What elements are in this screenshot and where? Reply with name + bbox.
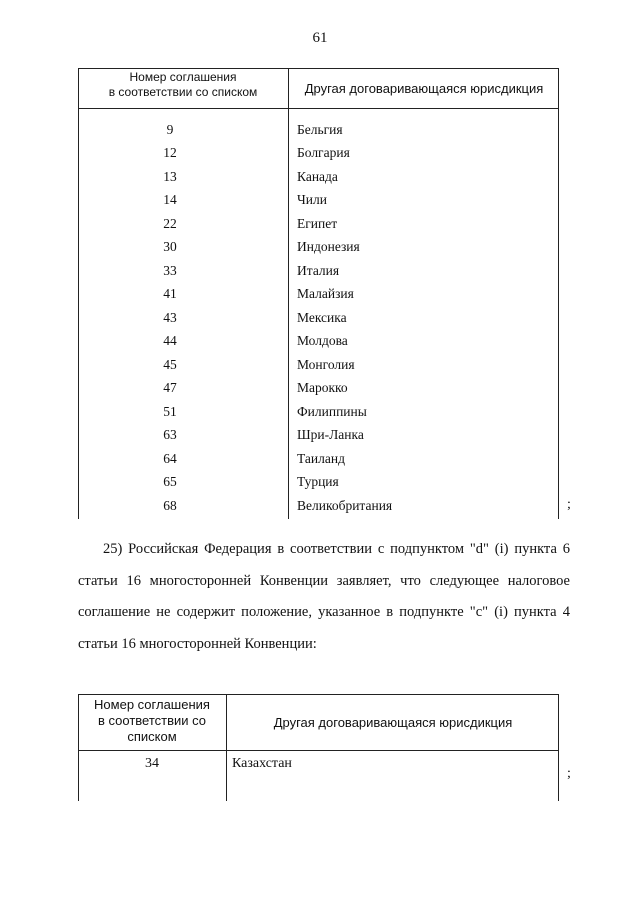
agreement-number: 41: [163, 286, 177, 302]
jurisdiction-name: Казахстан: [232, 756, 292, 771]
jurisdiction-name: Канада: [297, 168, 338, 184]
agreement-number: 63: [163, 427, 177, 443]
agreement-number: 33: [163, 262, 177, 278]
table-body: [78, 118, 559, 518]
jurisdiction-name: Индонезия: [297, 239, 360, 255]
table-row: [78, 447, 559, 471]
agreement-number: 34: [145, 756, 159, 771]
header-jurisdiction: Другая договаривающаяся юрисдикция: [304, 80, 544, 96]
agreement-number: 22: [163, 215, 177, 231]
header-line: в соответствии со: [97, 713, 207, 728]
jurisdiction-name: Марокко: [297, 380, 348, 396]
agreement-number: 68: [163, 497, 177, 513]
agreement-number: 44: [163, 333, 177, 349]
jurisdiction-name: Болгария: [297, 145, 350, 161]
table-row: [78, 259, 559, 283]
table-row: [78, 424, 559, 448]
agreement-number: 51: [163, 403, 177, 419]
table-1-end-mark: ;: [567, 497, 571, 512]
table-row: [78, 236, 559, 260]
table-row: [78, 330, 559, 354]
table-row: [78, 165, 559, 189]
agreement-number: 65: [163, 474, 177, 490]
agreements-table-2: [78, 694, 559, 801]
table-row: [78, 118, 559, 142]
table-row: [78, 400, 559, 424]
agreement-number: 47: [163, 380, 177, 396]
agreement-number: 9: [166, 121, 174, 137]
table-header-divider: [78, 750, 559, 751]
jurisdiction-name: Монголия: [297, 356, 355, 372]
jurisdiction-name: Малайзия: [297, 286, 354, 302]
agreement-number: 30: [163, 239, 177, 255]
agreement-number: 64: [163, 450, 177, 466]
table-row: [78, 142, 559, 166]
body-paragraph: [78, 534, 570, 660]
paragraph-text: 25) Российская Федерация в соответствии с подпунктом "d" (i) пункта 6 статьи 16 многосторонней Конвенции заявляет, что следующее налоговое соглашение не содержит положение, указанное в подпункте "c" (i) пункта 4 статьи 16 многосторонней Конвенции:: [78, 541, 570, 652]
page-number: 61: [312, 30, 328, 46]
agreement-number: 12: [163, 145, 177, 161]
table-row: [78, 189, 559, 213]
jurisdiction-name: Мексика: [297, 309, 347, 325]
agreement-number: 13: [163, 168, 177, 184]
header-line: Номер соглашения: [129, 70, 237, 84]
jurisdiction-name: Египет: [297, 215, 338, 231]
header-line: списком: [127, 729, 177, 744]
table-row: [78, 283, 559, 307]
jurisdiction-name: Бельгия: [297, 121, 343, 137]
header-jurisdiction: Другая договаривающаяся юрисдикция: [273, 714, 513, 730]
header-line: Номер соглашения: [94, 697, 210, 712]
jurisdiction-name: Великобритания: [297, 497, 393, 513]
jurisdiction-name: Таиланд: [297, 450, 345, 466]
agreements-table-1: [78, 68, 559, 519]
jurisdiction-name: Шри-Ланка: [297, 427, 364, 443]
agreement-number: 45: [163, 356, 177, 372]
table-row: [78, 471, 559, 495]
table-row: [78, 377, 559, 401]
header-agreement-number: [78, 70, 288, 106]
jurisdiction-name: Италия: [297, 262, 340, 278]
table-row: [78, 306, 559, 330]
table-2-end-mark: ;: [567, 766, 571, 781]
agreement-number: 43: [163, 309, 177, 325]
jurisdiction-name: Чили: [297, 192, 327, 208]
header-agreement-number: [78, 697, 226, 745]
header-line: в соответствии со списком: [108, 85, 258, 99]
jurisdiction-name: Молдова: [297, 333, 348, 349]
jurisdiction-name: Турция: [297, 474, 339, 490]
table-header-divider: [78, 108, 559, 109]
table-row: [78, 494, 559, 518]
jurisdiction-name: Филиппины: [297, 403, 367, 419]
table-row: [78, 212, 559, 236]
agreement-number: 14: [163, 192, 177, 208]
table-row: [78, 353, 559, 377]
